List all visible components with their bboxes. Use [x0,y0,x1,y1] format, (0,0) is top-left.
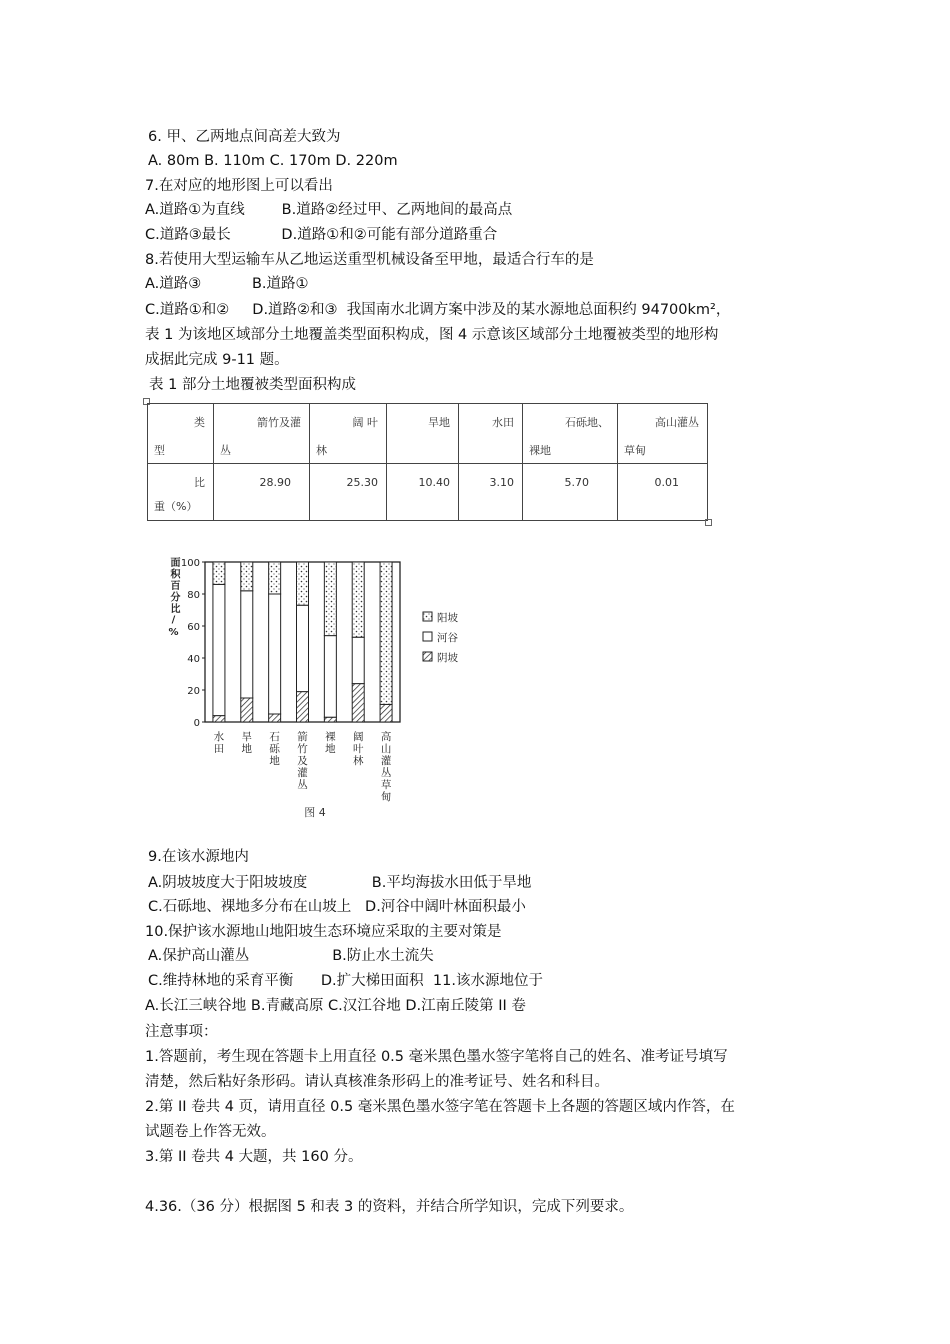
x-tick-label-char: 丛 [380,767,392,779]
bar-segment-阴坡 [241,698,253,722]
legend-swatch [423,632,432,641]
land-cover-table [147,403,708,521]
table-header-row [148,404,708,464]
bar-segment-阳坡 [269,562,281,594]
figure-4-chart [160,550,480,830]
value-cell: 25.30 [346,476,378,489]
x-tick-label-char: 林 [352,755,364,767]
legend-label: 阳坡 [437,612,458,624]
legend-label: 河谷 [437,632,458,644]
question-10: 10.保护该水源地山地阳坡生态环境应采取的主要对策是 [145,924,502,940]
header-cell-cont: 草甸 [624,444,646,457]
bar-segment-河谷 [352,637,364,683]
bar-segment-阴坡 [213,716,225,722]
bar-segment-河谷 [297,605,309,691]
y-tick-label: 20 [187,686,200,697]
value-cell: 28.90 [259,476,291,489]
header-cell: 旱地 [428,416,450,429]
figure-caption: 图 4 [304,806,326,819]
bar-segment-阳坡 [324,562,336,636]
x-tick-label-char: 灌 [297,767,308,779]
question-7: 7.在对应的地形图上可以看出 [145,178,333,194]
header-cell: 高山灌丛 [655,416,699,429]
bar-segment-河谷 [324,636,336,718]
x-tick-label-char: 灌 [380,755,392,767]
bar-segment-阳坡 [241,562,253,591]
y-tick-label: 80 [187,590,200,601]
question-8-options-ab: A.道路③ B.道路① [145,276,309,292]
legend-swatch [423,652,432,661]
header-cell-cont: 林 [316,444,327,457]
question-36: 4.36.（36 分）根据图 5 和表 3 的资料，并结合所学知识，完成下列要求。 [145,1199,634,1215]
header-cell: 箭竹及灌 [257,416,301,429]
x-tick-label-char: 竹 [297,743,308,755]
note-2-cont: 试题卷上作答无效。 [145,1124,276,1140]
bar-segment-河谷 [269,594,281,714]
bar-segment-阳坡 [380,562,392,704]
value-cell: 5.70 [564,476,589,489]
header-cell-cont: 裸地 [529,444,551,457]
x-tick-label-char: 田 [213,743,225,755]
bar-segment-阴坡 [324,717,336,722]
question-6: 6. 甲、乙两地点间高差大致为 [148,129,341,145]
x-tick-label-char: 裸 [325,731,336,743]
x-tick-label-char: 丛 [297,779,308,791]
question-10-options-ab: A.保护高山灌丛 B.防止水土流失 [148,948,434,964]
x-tick-label-char: 石 [269,731,280,743]
question-6-options: A. 80m B. 110m C. 170m D. 220m [148,153,398,169]
x-tick-label-char: 叶 [352,743,364,755]
table-resize-handle [705,519,712,526]
bar-segment-阴坡 [269,714,281,722]
y-tick-label: 100 [180,558,200,569]
header-cell-cont: 丛 [220,444,231,457]
x-tick-label-char: 高 [380,731,392,743]
bar-segment-河谷 [241,591,253,698]
legend-swatch [423,612,432,621]
row-label-cont: 重（%） [154,500,198,513]
x-tick-label-char: 地 [269,755,280,767]
y-tick-label: 0 [193,718,200,729]
header-cell: 阔 叶 [352,416,378,429]
note-1: 1.答题前，考生现在答题卡上用直径 0.5 毫米黑色墨水签字笔将自己的姓名、准考证号填写 [145,1049,728,1065]
bar-segment-阳坡 [352,562,364,637]
intro-text: 表 1 为该地区域部分土地覆盖类型面积构成，图 4 示意该区域部分土地覆被类型的地形构 [145,327,719,343]
note-1-cont: 清楚，然后粘好条形码。请认真核准条形码上的准考证号、姓名和科目。 [145,1074,609,1090]
notes-heading: 注意事项： [145,1024,218,1040]
value-cell: 0.01 [654,476,679,489]
x-tick-label-char: 甸 [380,791,392,803]
value-cell: 3.10 [489,476,514,489]
y-tick-label: 40 [187,654,200,665]
bar-segment-阴坡 [380,704,392,722]
y-axis-label: 面积百分比/% [168,557,179,640]
bar-segment-阴坡 [297,692,309,722]
y-tick-label: 60 [187,622,200,633]
table-caption: 表 1 部分土地覆被类型面积构成 [149,377,356,393]
question-10-options-cd: C.维持林地的采育平衡 D.扩大梯田面积 11.该水源地位于 [148,973,543,989]
question-7-options-ab: A.道路①为直线 B.道路②经过甲、乙两地间的最高点 [145,202,513,218]
question-9-options-cd: C.石砾地、裸地多分布在山坡上 D.河谷中阔叶林面积最小 [148,899,526,915]
question-9: 9.在该水源地内 [148,849,249,865]
question-8: 8.若使用大型运输车从乙地运送重型机械设备至甲地，最适合行车的是 [145,252,594,268]
x-tick-label-char: 地 [241,743,253,755]
question-11-options: A.长江三峡谷地 B.青藏高原 C.汉江谷地 D.江南丘陵第 II 卷 [145,998,526,1014]
note-2: 2.第 II 卷共 4 页，请用直径 0.5 毫米黑色墨水签字笔在答题卡上各题的答题区域内作答，在 [145,1099,735,1115]
header-cell: 水田 [492,416,514,429]
value-cell: 10.40 [418,476,450,489]
legend-label: 阴坡 [437,652,458,664]
intro-text-end: 成据此完成 9-11 题。 [145,352,289,368]
question-7-options-cd: C.道路③最长 D.道路①和②可能有部分道路重合 [145,227,498,243]
bar-segment-河谷 [213,584,225,715]
x-tick-label-char: 山 [380,743,392,755]
row-label: 比 [194,476,205,489]
x-tick-label-char: 阔 [352,731,364,743]
bar-segment-阳坡 [213,562,225,584]
x-tick-label-char: 地 [325,743,336,755]
x-tick-label-char: 旱 [241,731,253,743]
header-cell: 类 [194,416,205,429]
question-9-options-ab: A.阴坡坡度大于阳坡坡度 B.平均海拔水田低于旱地 [148,875,532,891]
bar-segment-阴坡 [352,684,364,722]
x-tick-label-char: 砾 [269,743,280,755]
x-tick-label-char: 及 [297,755,308,767]
x-tick-label-char: 水 [213,731,225,743]
header-cell-cont: 型 [154,444,165,457]
note-3: 3.第 II 卷共 4 大题，共 160 分。 [145,1149,363,1165]
header-cell: 石砾地、 [565,416,609,429]
x-tick-label-char: 草 [380,779,392,791]
table-data-row [148,464,708,521]
bar-segment-阳坡 [297,562,309,605]
question-8-options-cd: C.道路①和② D.道路②和③ 我国南水北调方案中涉及的某水源地总面积约 94700km²， [145,302,731,318]
x-tick-label-char: 箭 [297,731,308,743]
